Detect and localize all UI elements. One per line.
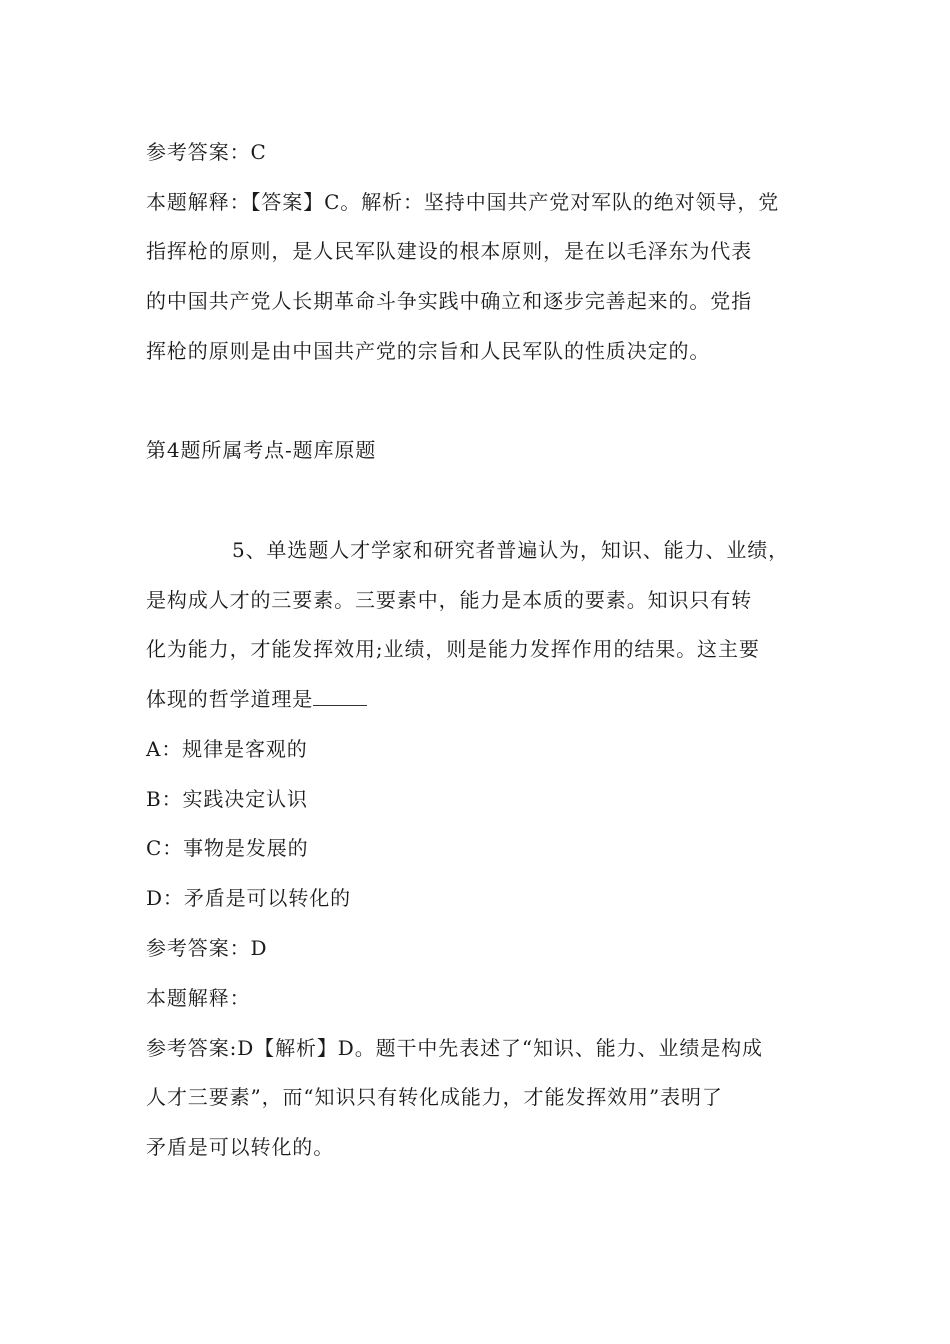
q5-explanation-line-3: 矛盾是可以转化的。 (146, 1135, 335, 1159)
q4-answer-line: 参考答案：C (146, 140, 267, 164)
q5-answer-line: 参考答案：D (146, 936, 268, 960)
q5-question-line-3: 化为能力，才能发挥效用;业绩，则是能力发挥作用的结果。这主要 (146, 637, 760, 661)
q5-option-a: A：规律是客观的 (146, 737, 308, 761)
q5-explanation-line-1: 参考答案:D【解析】D。题干中先表述了“知识、能力、业绩是构成 (146, 1036, 763, 1060)
q5-option-c: C：事物是发展的 (146, 836, 309, 860)
q5-option-b: B：实践决定认识 (146, 787, 308, 811)
q4-topic: 第4题所属考点-题库原题 (146, 438, 377, 462)
q5-question-line-4-text: 体现的哲学道理是 (146, 687, 314, 711)
q4-explanation-line-1: 本题解释：【答案】C。解析：坚持中国共产党对军队的绝对领导，党 (146, 190, 780, 214)
q5-question-line-4 (146, 685, 826, 713)
q5-question-line-2: 是构成人才的三要素。三要素中，能力是本质的要素。知识只有转 (146, 588, 753, 612)
q4-explanation-line-2: 指挥枪的原则，是人民军队建设的根本原则，是在以毛泽东为代表 (146, 239, 753, 263)
q5-explanation-line-2: 人才三要素”，而“知识只有转化成能力，才能发挥效用”表明了 (146, 1085, 723, 1109)
q4-explanation-line-4: 挥枪的原则是由中国共产党的宗旨和人民军队的性质决定的。 (146, 339, 711, 363)
q4-explanation-line-3: 的中国共产党人长期革命斗争实践中确立和逐步完善起来的。党指 (146, 289, 753, 313)
answer-blank (313, 687, 367, 706)
q5-question-line-1: 5、单选题人才学家和研究者普遍认为，知识、能力、业绩， (232, 538, 790, 562)
q5-explanation-label: 本题解释： (146, 986, 251, 1010)
q5-option-d: D：矛盾是可以转化的 (146, 886, 352, 910)
